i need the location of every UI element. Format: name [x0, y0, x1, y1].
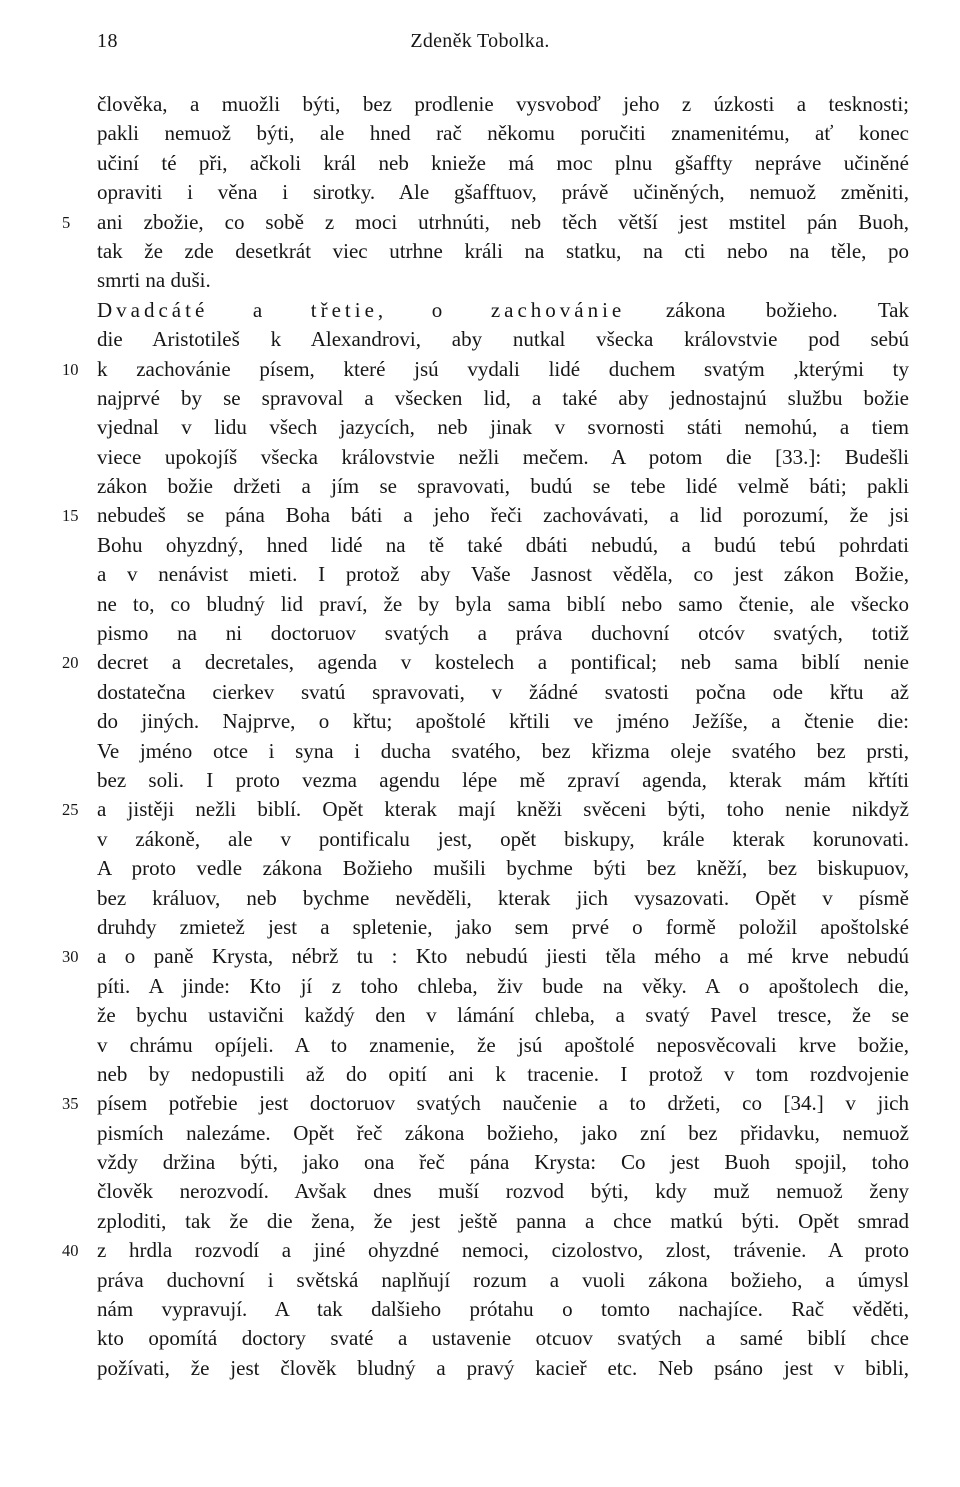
line-text: die Aristotileš k Alexandrovi, aby nutkal všecka královstvie pod sebú	[97, 327, 909, 352]
text-line	[0, 1354, 960, 1383]
text-line	[0, 795, 960, 824]
line-text: tak že zde desetkrát viec utrhne králi na statku, na cti nebo na těle, po	[97, 238, 909, 263]
text-line	[0, 913, 960, 942]
text-line	[0, 1119, 960, 1148]
line-text: vždy držina býti, jako ona řeč pána Krysta: Co jest Buoh spojil, toho	[97, 1150, 909, 1175]
text-line	[0, 766, 960, 795]
text-line	[0, 942, 960, 971]
line-text: Ve jméno otce i syna i ducha svatého, bez křizma oleje svatého bez prsti,	[97, 738, 909, 763]
line-text: zákon božie držeti a jím se spravovati, budú se tebe lidé velmě báti; pakli	[97, 474, 909, 499]
text-line	[0, 619, 960, 648]
line-text: najprvé by se spravoval a všecken lid, a také aby jednostajnú službu božie	[97, 385, 909, 410]
text-line	[0, 266, 960, 295]
text-line	[0, 149, 960, 178]
line-text: bez králuov, neb bychme nevěděli, kterak jich vysazovati. Opět v písmě	[97, 885, 909, 910]
text-line	[0, 531, 960, 560]
line-text: požívati, že jest člověk bludný a pravý kacieř etc. Neb psáno jest v bibli,	[97, 1355, 909, 1380]
line-text: kto opomítá doctory svaté a ustavenie otcuov svatých a samé biblí chce	[97, 1326, 909, 1351]
text-line	[0, 1266, 960, 1295]
line-number: 35	[62, 1094, 79, 1114]
text-line	[0, 737, 960, 766]
text-line	[0, 707, 960, 736]
line-text: A proto vedle zákona Božieho mušili bychme býti bez kněží, bez biskupuov,	[97, 856, 909, 881]
line-text: ani zbožie, co sobě z moci utrhnúti, neb těch větší jest mstitel pán Buoh,	[97, 209, 909, 234]
line-text: do jiných. Najprve, o křtu; apoštolé křtili ve jméno Ježíše, a čtenie die:	[97, 709, 909, 734]
text-line	[0, 1207, 960, 1236]
text-line	[0, 237, 960, 266]
line-text: Bohu ohyzdný, hned lidé na tě také dbáti nebudú, a budú tebú pohrdati	[97, 532, 909, 557]
text-line	[0, 501, 960, 530]
text-line	[0, 854, 960, 883]
line-number: 30	[62, 947, 79, 967]
page-header	[0, 30, 960, 60]
text-line	[0, 296, 960, 325]
text-line	[0, 648, 960, 677]
line-text: dostatečna cierkev svatú spravovati, v žádné svatosti počna ode křtu až	[97, 679, 909, 704]
line-text: smrti na duši.	[97, 268, 211, 293]
text-line	[0, 1324, 960, 1353]
section-heading: Dvadcáté a třetie, o zachovánie	[97, 297, 626, 322]
line-text: člověk nerozvodí. Avšak dnes muší rozvod býti, kdy muž nemuož ženy	[97, 1179, 909, 1204]
line-text-rest: zákona božieho. Tak	[625, 297, 909, 322]
text-line	[0, 590, 960, 619]
line-text: decret a decretales, agenda v kostelech a pontifical; neb sama biblí nenie	[97, 650, 909, 675]
text-line	[0, 1148, 960, 1177]
text-line	[0, 1236, 960, 1265]
text-line	[0, 208, 960, 237]
running-head: Zdeněk Tobolka.	[410, 30, 550, 52]
line-text: pismích nalezáme. Opět řeč zákona božieho, jako zní bez přidavku, nemuož	[97, 1120, 909, 1145]
line-number: 10	[62, 359, 79, 379]
text-line	[0, 384, 960, 413]
line-text: písem potřebie jest doctoruov svatých naučenie a to držeti, co [34.] v jich	[97, 1091, 909, 1116]
line-text: z hrdla rozvodí a jiné ohyzdné nemoci, cizolostvo, zlost, trávenie. A proto	[97, 1238, 909, 1263]
text-line	[0, 443, 960, 472]
line-text: v zákoně, ale v pontificalu jest, opět biskupy, krále kterak korunovati.	[97, 826, 909, 851]
page-number: 18	[97, 30, 118, 52]
line-text: pismo na ni doctoruov svatých a práva duchovní otcóv svatých, totiž	[97, 621, 909, 646]
text-line	[0, 1177, 960, 1206]
text-line	[0, 1031, 960, 1060]
text-line	[0, 1001, 960, 1030]
line-text: a o paně Krysta, nébrž tu : Kto nebudú jiesti těla mého a mé krve nebudú	[97, 944, 909, 969]
line-text: píti. A jinde: Kto jí z toho chleba, živ bude na věky. A o apoštolech die,	[97, 973, 909, 998]
text-line	[0, 678, 960, 707]
line-text: člověka, a muožli býti, bez prodlenie vysvoboď jeho z úzkosti a tesknosti;	[97, 92, 909, 116]
line-text: učiní té při, ačkoli král neb knieže má moc plnu gšaffty nepráve učiněné	[97, 150, 909, 175]
line-text: pakli nemuož býti, ale hned rač někomu poručiti znamenitému, ať konec	[97, 121, 909, 146]
text-line	[0, 178, 960, 207]
line-number: 25	[62, 800, 79, 820]
line-text: ne to, co bludný lid praví, že by byla sama biblí nebo samo čtenie, ale všecko	[97, 591, 909, 616]
line-text: a v nenávist mieti. I protož aby Vaše Jasnost věděla, co jest zákon Božie,	[97, 562, 909, 587]
text-line	[0, 119, 960, 148]
line-text: viece upokojíš všecka královstvie nežli mečem. A potom die [33.]: Budešli	[97, 444, 909, 469]
line-number: 5	[62, 212, 71, 232]
line-text: opraviti i věna i sirotky. Ale gšafftuov, právě učiněných, nemuož změniti,	[97, 180, 909, 205]
text-line	[0, 972, 960, 1001]
text-line	[0, 413, 960, 442]
line-text: k zachovánie písem, které jsú vydali lidé duchem svatým ,kterými ty	[97, 356, 909, 381]
line-text: a jistěji nežli biblí. Opět kterak mají kněži svěceni býti, toho nenie nikdyž	[97, 797, 909, 822]
line-text: vjednal v lidu všech jazycích, neb jinak v svornosti státi nemohú, a tiem	[97, 415, 909, 440]
text-line	[0, 825, 960, 854]
line-number: 40	[62, 1241, 79, 1261]
line-text: nám vypravují. A tak dalšieho prótahu o tomto nachajíce. Rač věděti,	[97, 1297, 909, 1322]
line-number: 20	[62, 653, 79, 673]
line-text: práva duchovní i světská naplňují rozum a vuoli zákona božieho, a úmysl	[97, 1267, 909, 1292]
line-text: zploditi, tak že die žena, že jest ještě panna a chce matkú býti. Opět smrad	[97, 1208, 909, 1233]
text-line	[0, 472, 960, 501]
line-text: druhdy zmietež jest a spletenie, jako sem prvé o formě položil apoštolské	[97, 914, 909, 939]
line-text: nebudeš se pána Boha báti a jeho řeči zachovávati, a lid porozumí, že jsi	[97, 503, 909, 528]
text-line	[0, 560, 960, 589]
line-number: 15	[62, 506, 79, 526]
line-text: v chrámu opíjeli. A to znamenie, že jsú apoštolé neposvěcovali krve božie,	[97, 1032, 909, 1057]
text-line	[0, 1060, 960, 1089]
line-text	[97, 296, 909, 325]
text-line	[0, 1089, 960, 1118]
line-text: neb by nedopustili až do opití ani k tracenie. I protož v tom rozdvojenie	[97, 1061, 909, 1086]
text-line	[0, 90, 960, 119]
line-text: že bychu ustavični každý den v lámání chleba, a svatý Pavel tresce, že se	[97, 1003, 909, 1028]
text-block	[0, 90, 960, 1383]
text-line	[0, 325, 960, 354]
text-line	[0, 355, 960, 384]
text-line	[0, 884, 960, 913]
text-line	[0, 1295, 960, 1324]
line-text: bez soli. I proto vezma agendu lépe mě zpraví agenda, kterak mám křtíti	[97, 767, 909, 792]
